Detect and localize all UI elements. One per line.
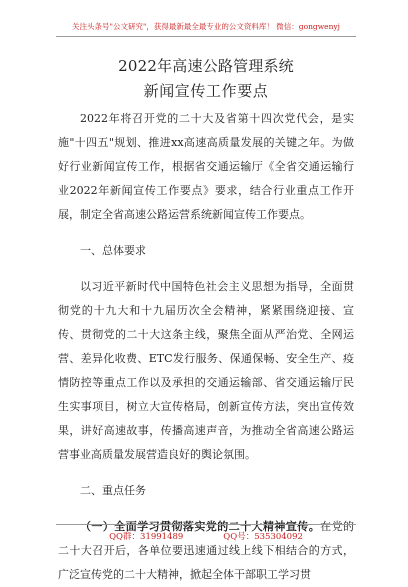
footer-qq-number: QQ号：535304092	[223, 532, 303, 542]
task-item-body: 在党的二十大召开后，各单位要迅速通过线上线下相结合的方式，广泛宣传党的二十大精神，掀起全体干部职工学习贯	[58, 520, 355, 581]
document-title: 2022年高速公路管理系统	[118, 57, 294, 75]
footer-divider	[56, 524, 356, 525]
footer-contacts	[56, 530, 356, 544]
header-divider	[56, 36, 356, 37]
footer-qq-group: QQ群：31991489	[109, 532, 184, 542]
intro-paragraph: 2022年将召开党的二十大及省第十四次党代会，是实施"十四五"规划、推进xx高速高质量发展的关键之年。为做好行业新闻宣传工作，根据省交通运输厅《全省交通运输行业2022年新闻宣传工作要点》要求，结合行业重点工作开展，制定全省高速公路运营系统新闻宣传工作要点。	[58, 112, 354, 221]
document-subtitle: 新闻宣传工作要点	[143, 82, 269, 100]
header-banner: 关注头条号"公文研究"，获得最新最全最专业的公文资料库！ 微信：gongwenyj	[72, 22, 340, 31]
section-paragraph-overall: 以习近平新时代中国特色社会主义思想为指导，全面贯彻党的十九大和十九届历次全会精神，紧紧围绕迎接、宣传、贯彻党的二十大这条主线，聚焦全面从严治党、全网运营、差异化收费、ETC发行服务、保通保畅、安全生产、疫情防控等重点工作以及承担的交通运输部、省交通运输厅民生实事项目，树立大宣传格局，创新宣传方法，突出宣传效果，讲好高速故事，传播高速声音，为推动全省高速公路运营事业高质量发展营造良好的舆论氛围。	[58, 280, 354, 461]
section-heading-tasks: 二、重点任务	[80, 484, 146, 497]
task-item-lead: （一）全面学习贯彻落实党的二十大精神宣传。	[80, 520, 321, 533]
task-item-paragraph	[58, 515, 354, 587]
section-heading-overall: 一、总体要求	[80, 244, 146, 257]
document-body	[58, 107, 354, 587]
